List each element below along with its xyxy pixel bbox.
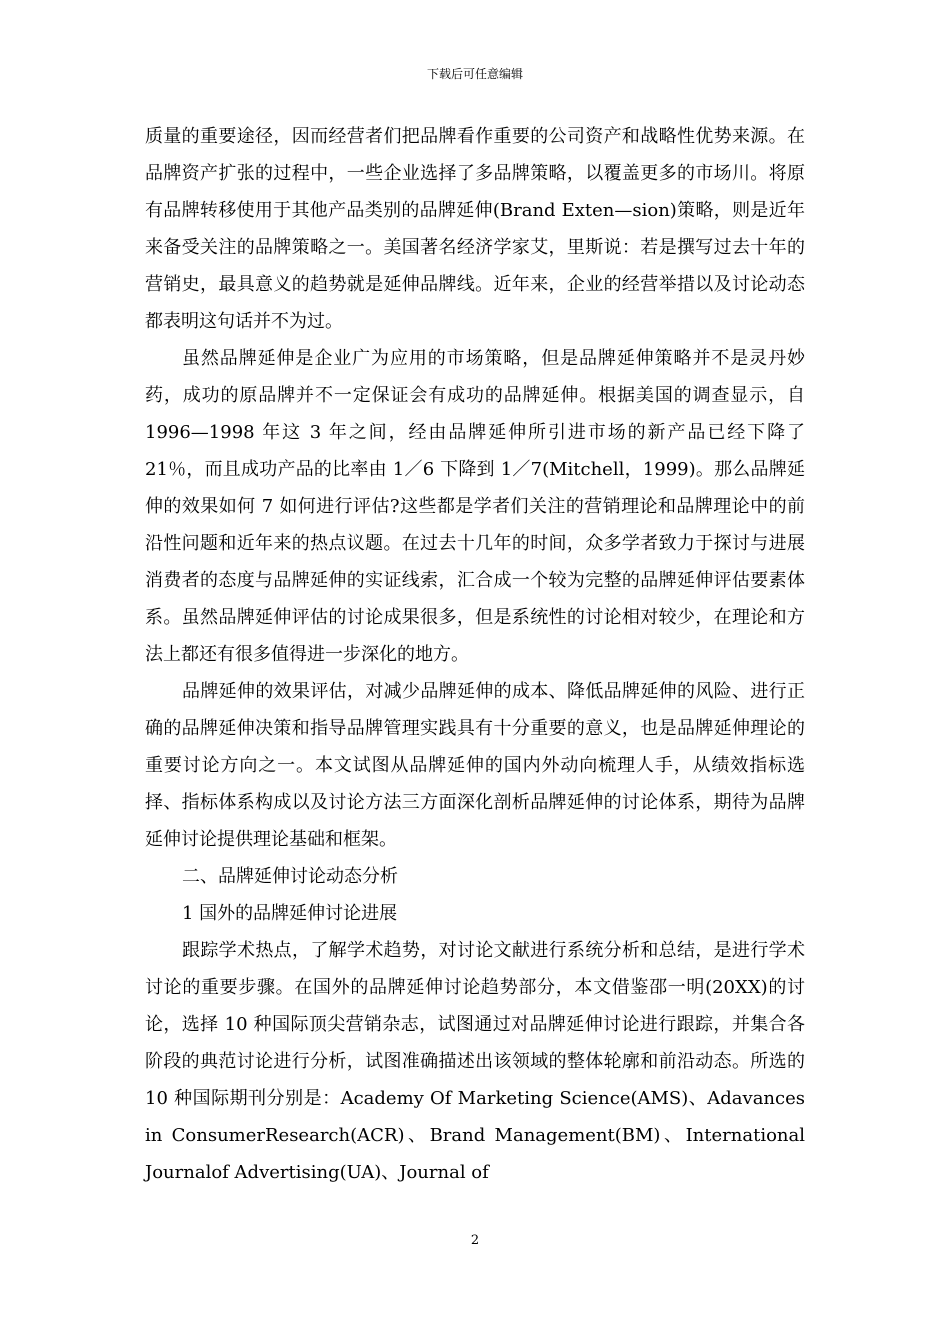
- page-header: 下载后可任意编辑: [426, 67, 523, 81]
- paragraph-1: 质量的重要途径，因而经营者们把品牌看作重要的公司资产和战略性优势来源。在品牌资产扩张的过程中，一些企业选择了多品牌策略，以覆盖更多的市场川。将原有品牌转移使用于其他产品类别的品牌延伸(Brand Exten—sion)策略，则是近年来备受关注的品牌策略之一。美国著名经济学家艾，里斯说：若是撰写过去十年的营销史，最具意义的趋势就是延伸品牌线。近年来，企业的经营举措以及讨论动态都表明这句话并不为过。: [145, 126, 805, 332]
- document-body: [145, 118, 805, 1191]
- page-number: 2: [470, 1233, 480, 1248]
- subsection-heading: 1 国外的品牌延伸讨论进展: [182, 903, 398, 924]
- paragraph-2: 虽然品牌延伸是企业广为应用的市场策略，但是品牌延伸策略并不是灵丹妙药，成功的原品牌并不一定保证会有成功的品牌延伸。根据美国的调查显示，自 1996—1998 年这 3 年之间，经由品牌延伸所引进市场的新产品已经下降了 21％，而且成功产品的比率由 1／6 下降到 1／7(Mitchell，1999)。那么品牌延伸的效果如何 7 如何进行评估?这些都是学者们关注的营销理论和品牌理论中的前沿性问题和近年来的热点议题。在过去十几年的时间，众多学者致力于探讨与进展消费者的态度与品牌延伸的实证线索，汇合成一个较为完整的品牌延伸评估要素体系。虽然品牌延伸评估的讨论成果很多，但是系统性的讨论相对较少，在理论和方法上都还有很多值得进一步深化的地方。: [145, 348, 805, 665]
- section-heading: 二、品牌延伸讨论动态分析: [182, 866, 398, 887]
- paragraph-3: 品牌延伸的效果评估，对减少品牌延伸的成本、降低品牌延伸的风险、进行正确的品牌延伸决策和指导品牌管理实践具有十分重要的意义，也是品牌延伸理论的重要讨论方向之一。本文试图从品牌延伸的国内外动向梳理人手，从绩效指标选择、指标体系构成以及讨论方法三方面深化剖析品牌延伸的讨论体系，期待为品牌延伸讨论提供理论基础和框架。: [145, 681, 805, 850]
- paragraph-4: 跟踪学术热点，了解学术趋势，对讨论文献进行系统分析和总结，是进行学术讨论的重要步骤。在国外的品牌延伸讨论趋势部分，本文借鉴邵一明(20XX)的讨论，选择 10 种国际顶尖营销杂志，试图通过对品牌延伸讨论进行跟踪，并集合各阶段的典范讨论进行分析，试图准确描述出该领域的整体轮廓和前沿动态。所选的 10 种国际期刊分别是：Academy Of Marketing Science(AMS)、Adavances in ConsumerResearch(ACR)、Brand Management(BM)、International Journalof Advertising(UA)、Journal of: [145, 940, 805, 1183]
